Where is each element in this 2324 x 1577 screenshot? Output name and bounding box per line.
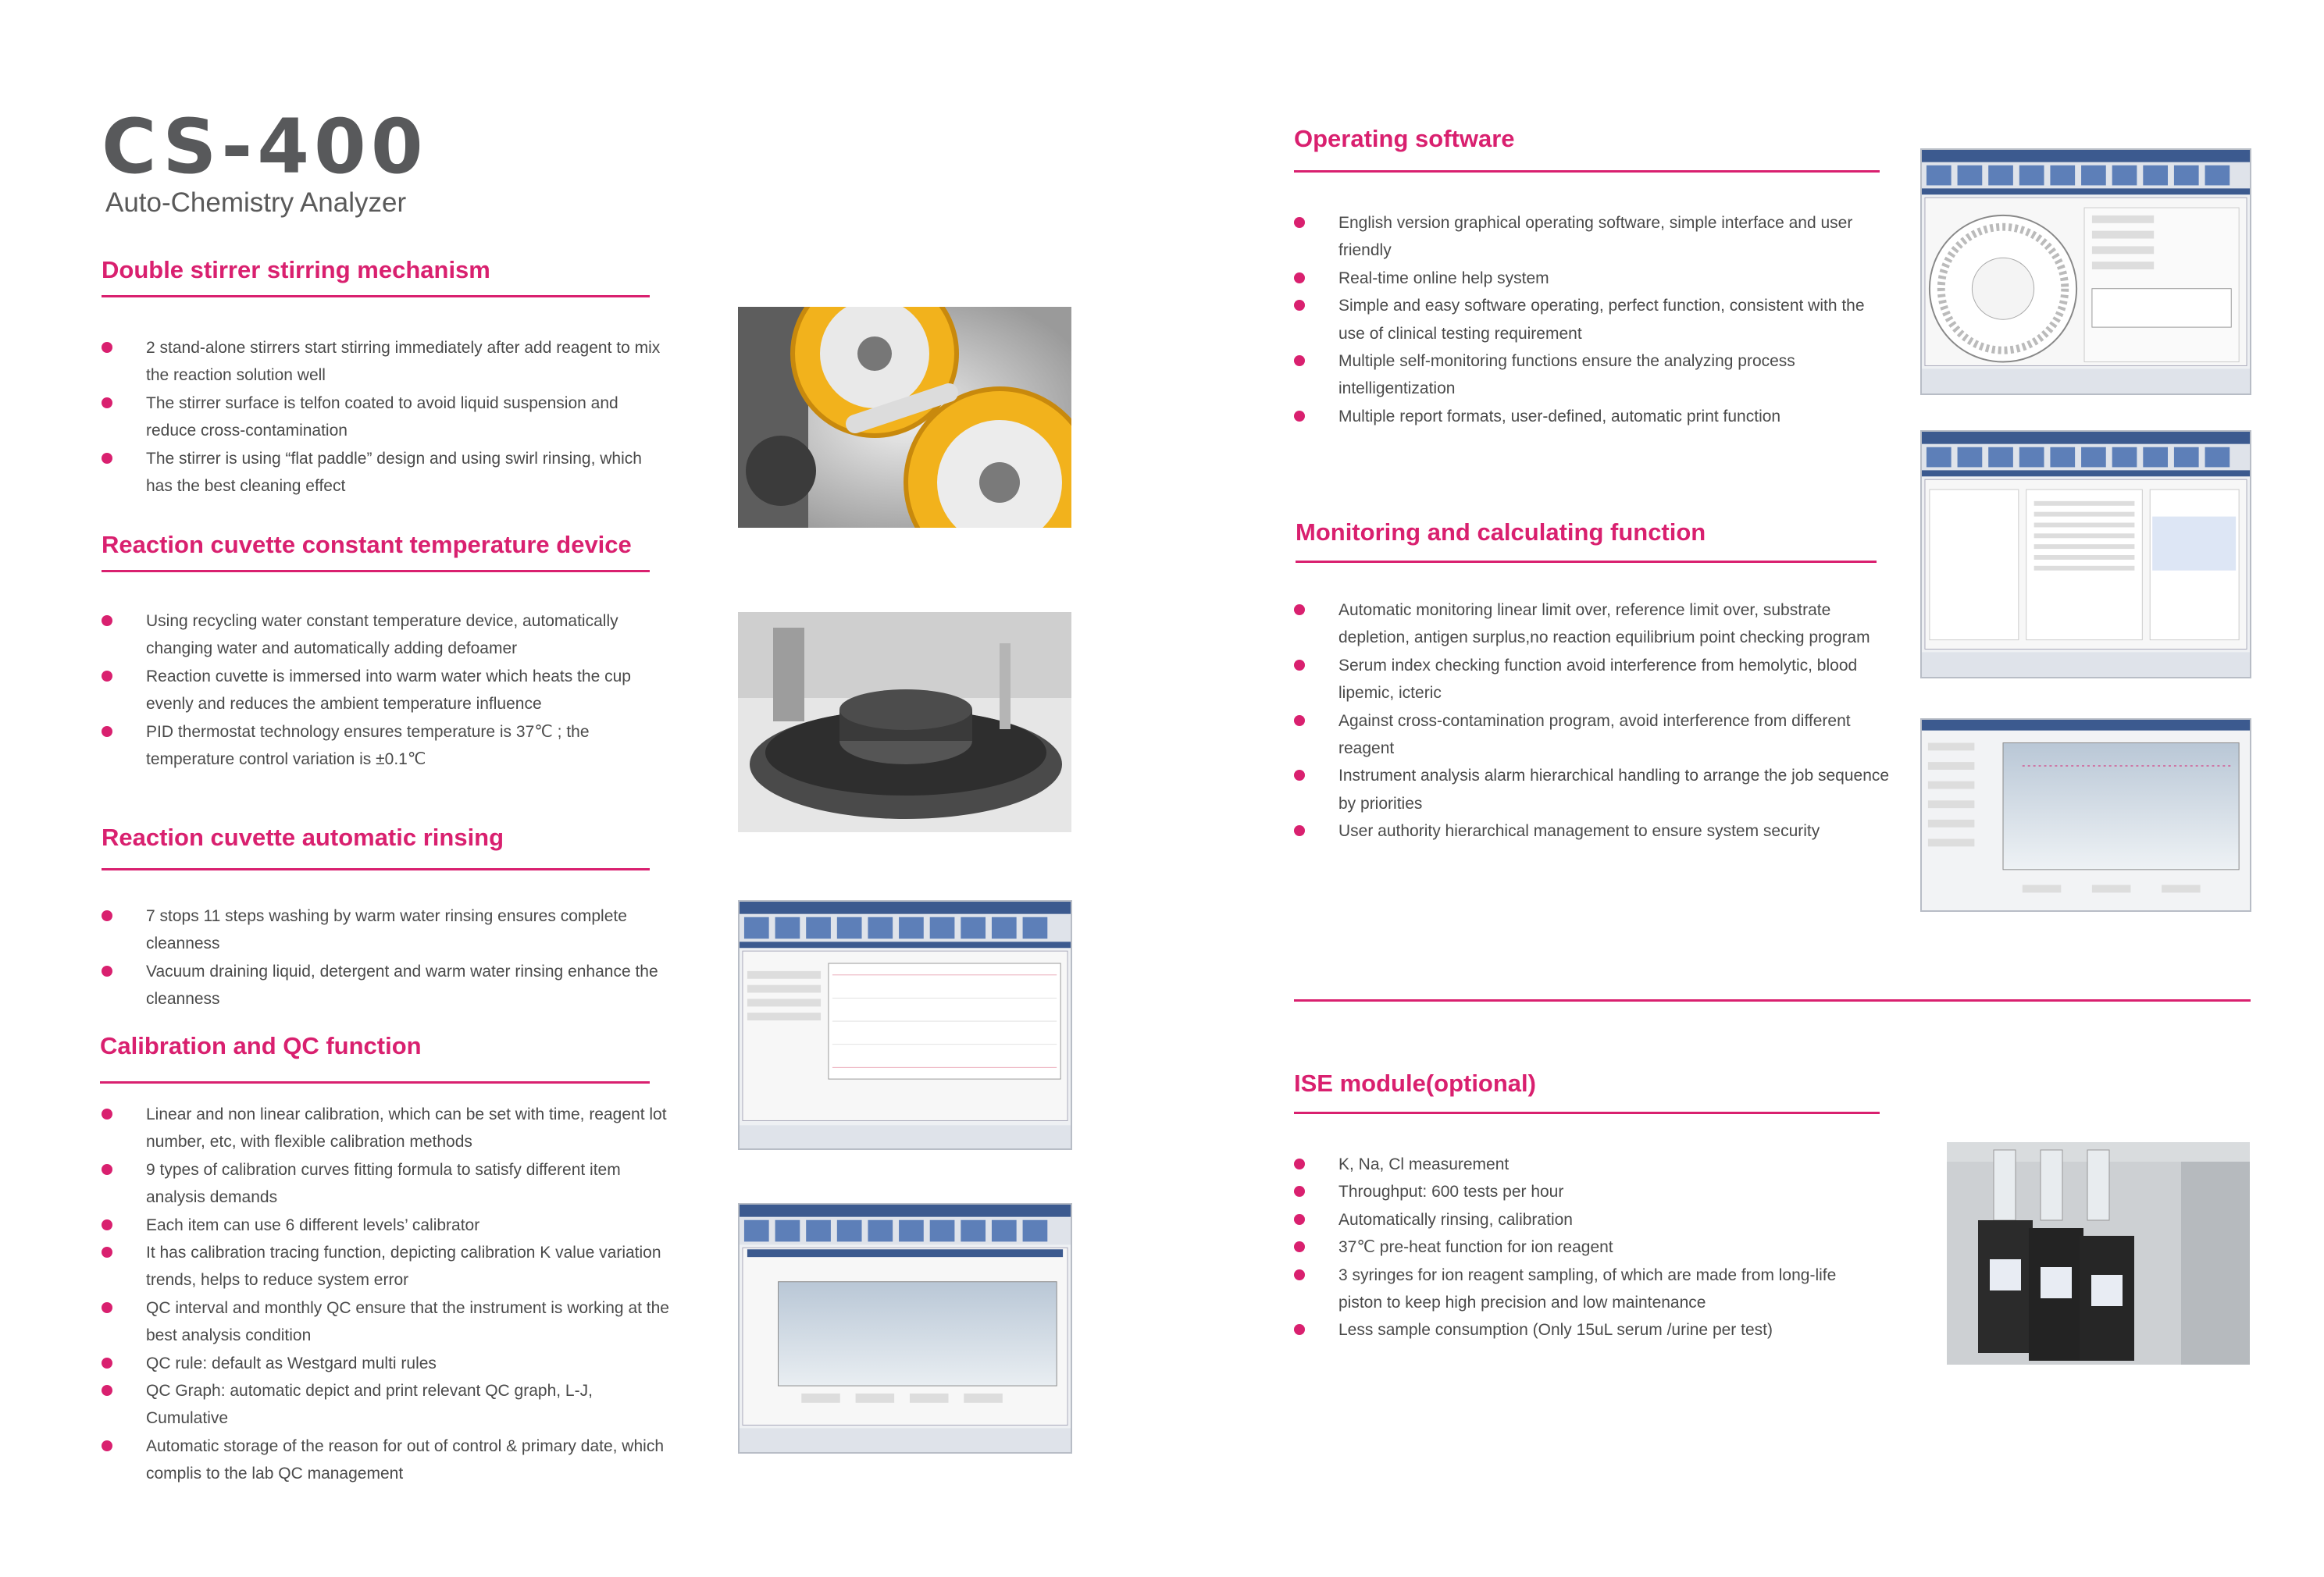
section-title-temperature: Reaction cuvette constant temperature device [102, 531, 632, 558]
bullet-icon [1294, 411, 1305, 422]
list-item: 9 types of calibration curves fitting formula to satisfy different item analysis demands [102, 1156, 672, 1212]
list-item: 2 stand-alone stirrers start stirring immediately after add reagent to mix the reaction solution well [102, 334, 672, 390]
section-divider [102, 868, 650, 870]
list-item: English version graphical operating software, simple interface and user friendly [1294, 209, 1891, 265]
list-item: PID thermostat technology ensures temperature is 37℃ ; the temperature control variation is ±0.1℃ [102, 718, 672, 774]
bullet-icon [102, 1219, 112, 1230]
bullet-icon [1294, 1214, 1305, 1225]
stirrer-photo [738, 307, 1071, 528]
list-item: 7 stops 11 steps washing by warm water rinsing ensures complete cleanness [102, 902, 672, 958]
bullet-icon [102, 966, 112, 977]
list-item: 3 syringes for ion reagent sampling, of which are made from long-life piston to keep high precision and low maintenance [1294, 1262, 1876, 1317]
list-item: User authority hierarchical management to ensure system security [1294, 817, 1899, 845]
list-item: Automatic storage of the reason for out of control & primary date, which complis to the lab QC management [102, 1433, 672, 1488]
model-title: CS-400 [102, 103, 428, 190]
bullet-icon [1294, 1186, 1305, 1197]
list-item: Simple and easy software operating, perfect function, consistent with the use of clinical testing requirement [1294, 292, 1891, 347]
bullet-icon [1294, 217, 1305, 228]
bullet-icon [1294, 770, 1305, 781]
list-item: Linear and non linear calibration, which can be set with time, reagent lot number, etc, with flexible calibration methods [102, 1101, 672, 1156]
section-title-monitoring: Monitoring and calculating function [1296, 518, 1706, 546]
list-item: Using recycling water constant temperature device, automatically changing water and automatically adding defoamer [102, 607, 672, 663]
list-item: Serum index checking function avoid interference from hemolytic, blood lipemic, icteric [1294, 652, 1899, 707]
bullet-icon [1294, 355, 1305, 366]
bullet-icon [102, 342, 112, 353]
list-item: QC Graph: automatic depict and print relevant QC graph, L-J, Cumulative [102, 1377, 672, 1433]
reaction-curve-screenshot [1920, 718, 2251, 912]
bullet-icon [1294, 604, 1305, 615]
section-title-software: Operating software [1294, 125, 1515, 152]
stirrer-list [102, 334, 672, 500]
cuvette-photo [738, 612, 1071, 832]
list-item: Real-time online help system [1294, 265, 1891, 292]
list-item: Automatic monitoring linear limit over, reference limit over, substrate depletion, antigen surplus,no reaction equilibrium point checking program [1294, 596, 1899, 652]
bullet-icon [1294, 825, 1305, 836]
section-divider [1294, 1112, 1880, 1114]
list-item: The stirrer is using “flat paddle” design and using swirl rinsing, which has the best cleaning effect [102, 445, 672, 500]
bullet-icon [102, 1109, 112, 1120]
bullet-icon [102, 1164, 112, 1175]
bullet-icon [102, 1247, 112, 1258]
list-item: The stirrer surface is telfon coated to avoid liquid suspension and reduce cross-contamination [102, 390, 672, 445]
monitoring-list [1294, 596, 1899, 845]
calibration-list [102, 1101, 672, 1488]
list-item: It has calibration tracing function, depicting calibration K value variation trends, helps to reduce system error [102, 1239, 672, 1294]
bullet-icon [1294, 1324, 1305, 1335]
bullet-icon [1294, 300, 1305, 311]
list-item: Throughput: 600 tests per hour [1294, 1178, 1876, 1205]
test-select-screenshot [1920, 430, 2251, 678]
section-divider [1296, 561, 1877, 563]
software-list [1294, 209, 1891, 430]
list-item: Reaction cuvette is immersed into warm water which heats the cup evenly and reduces the ambient temperature influence [102, 663, 672, 718]
section-title-calibration: Calibration and QC function [100, 1032, 422, 1059]
bullet-icon [102, 453, 112, 464]
list-item: QC interval and monthly QC ensure that the instrument is working at the best analysis condition [102, 1294, 672, 1350]
bullet-icon [102, 726, 112, 737]
bullet-icon [1294, 660, 1305, 671]
ise-module-photo [1947, 1142, 2250, 1365]
bullet-icon [1294, 1241, 1305, 1252]
model-subtitle: Auto-Chemistry Analyzer [105, 187, 407, 218]
rinsing-list [102, 902, 672, 1013]
temperature-list [102, 607, 672, 773]
bullet-icon [1294, 1159, 1305, 1169]
bullet-icon [1294, 1269, 1305, 1280]
bullet-icon [102, 1385, 112, 1396]
section-title-ise: ISE module(optional) [1294, 1070, 1536, 1097]
bullet-icon [102, 910, 112, 921]
list-item: 37℃ pre-heat function for ion reagent [1294, 1233, 1876, 1261]
section-divider-wide [1294, 999, 2251, 1002]
bullet-icon [1294, 715, 1305, 726]
section-title-stirrer: Double stirrer stirring mechanism [102, 256, 490, 283]
bullet-icon [102, 1440, 112, 1451]
qc-screen-screenshot [738, 900, 1072, 1150]
calibration-curve-screenshot [738, 1203, 1072, 1454]
bullet-icon [102, 1302, 112, 1313]
section-divider [1294, 170, 1880, 173]
list-item: Automatically rinsing, calibration [1294, 1206, 1876, 1233]
section-divider [100, 1081, 650, 1084]
list-item: Against cross-contamination program, avoid interference from different reagent [1294, 707, 1899, 763]
section-divider [102, 295, 650, 297]
bullet-icon [102, 615, 112, 626]
section-divider [102, 570, 650, 572]
ise-list [1294, 1151, 1876, 1344]
list-item: Multiple report formats, user-defined, automatic print function [1294, 403, 1891, 430]
bullet-icon [1294, 272, 1305, 283]
section-title-rinsing: Reaction cuvette automatic rinsing [102, 824, 504, 851]
list-item: QC rule: default as Westgard multi rules [102, 1350, 672, 1377]
sample-tray-screenshot [1920, 148, 2251, 395]
list-item: K, Na, Cl measurement [1294, 1151, 1876, 1178]
list-item: Vacuum draining liquid, detergent and warm water rinsing enhance the cleanness [102, 958, 672, 1013]
bullet-icon [102, 397, 112, 408]
bullet-icon [102, 671, 112, 682]
bullet-icon [102, 1358, 112, 1369]
list-item: Each item can use 6 different levels’ calibrator [102, 1212, 672, 1239]
list-item: Multiple self-monitoring functions ensure the analyzing process intelligentization [1294, 347, 1891, 403]
list-item: Less sample consumption (Only 15uL serum /urine per test) [1294, 1316, 1876, 1344]
list-item: Instrument analysis alarm hierarchical handling to arrange the job sequence by priorities [1294, 762, 1899, 817]
